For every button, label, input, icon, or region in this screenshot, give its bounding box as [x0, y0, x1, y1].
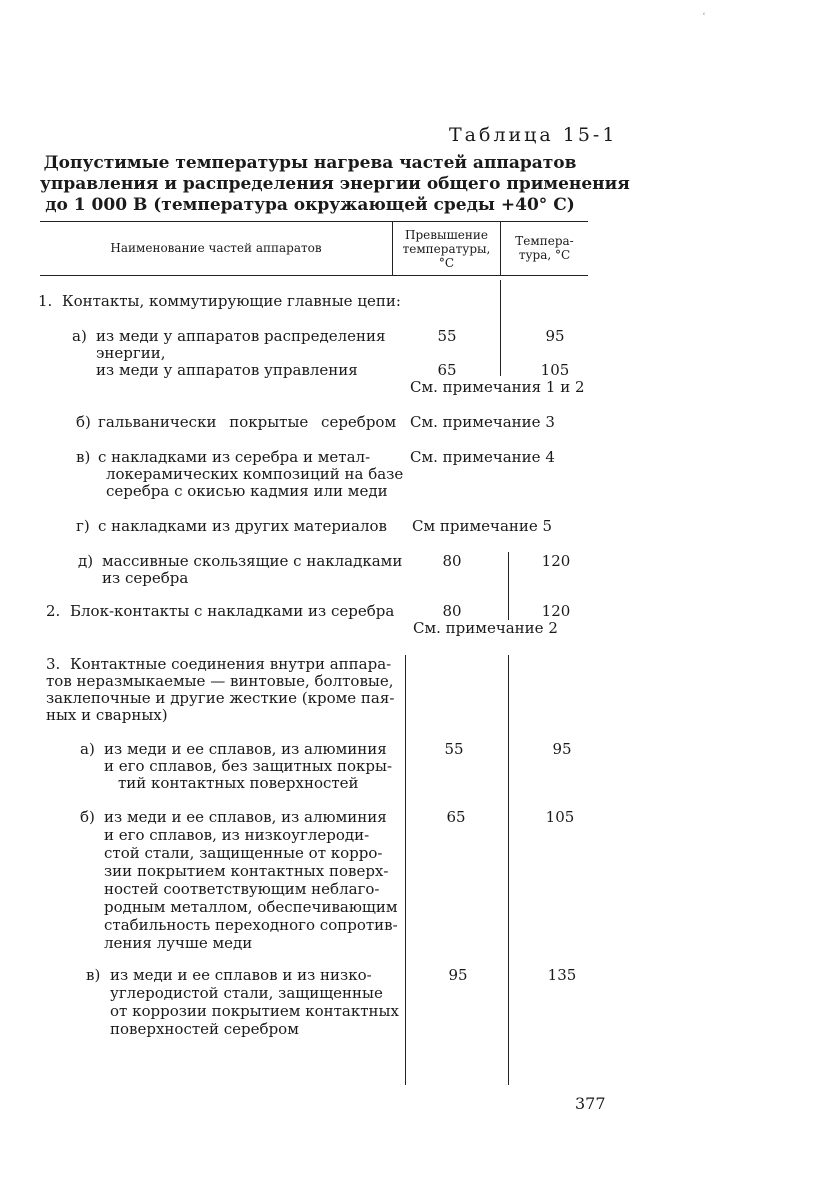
item-1c-text: серебра с окисью кадмия или меди [106, 482, 388, 500]
item-1a-text: из меди у аппаратов распределения [96, 327, 386, 345]
column-separator [500, 280, 501, 376]
temp-rise-value: 65 [437, 361, 457, 379]
temp-rise-value: 55 [444, 740, 464, 758]
item-1e-text: из серебра [102, 569, 189, 587]
item-3a-text: тий контактных поверхностей [118, 774, 359, 792]
item-1-text: Контакты, коммутирующие главные цепи: [62, 292, 401, 310]
item-1a-text: из меди у аппаратов управления [96, 361, 358, 379]
temperature-value: 95 [545, 327, 565, 345]
note-text: См примечание 5 [412, 517, 553, 535]
item-label: в) [86, 966, 101, 984]
temp-rise-value: 95 [448, 966, 468, 984]
item-3c-text: поверхностей серебром [110, 1020, 299, 1038]
item-label: б) [76, 413, 91, 431]
column-separator [508, 655, 509, 1085]
item-1c-text: с накладками из серебра и метал- [98, 448, 371, 466]
item-3c-text: из меди и ее сплавов и из низко- [110, 966, 372, 984]
item-1b-text: гальванически покрытые серебром [98, 413, 397, 431]
temperature-value: 120 [541, 602, 571, 620]
item-2-text: Блок-контакты с накладками из серебра [70, 602, 395, 620]
note-text: См. примечание 4 [410, 448, 555, 466]
temp-rise-value: 80 [442, 552, 462, 570]
item-label: в) [76, 448, 91, 466]
item-1c-text: локерамических композиций на базе [106, 465, 404, 483]
item-3-text: заклепочные и другие жесткие (кроме пая- [46, 689, 395, 707]
table-top-rule [40, 221, 588, 222]
title-line: управления и распределения энергии общего применения [40, 174, 630, 194]
note-text: См. примечание 3 [410, 413, 555, 431]
column-separator [508, 552, 509, 620]
item-3b-text: зии покрытием контактных поверх- [104, 862, 389, 880]
item-3b-text: стой стали, защищенные от корро- [104, 844, 383, 862]
item-3b-text: стабильность переходного сопротив- [104, 916, 398, 934]
table-title [40, 153, 630, 216]
item-3-text: тов неразмыкаемые — винтовые, болтовые, [46, 672, 394, 690]
column-separator-left [405, 655, 406, 1085]
item-label: а) [72, 327, 87, 345]
item-3-text: Контактные соединения внутри аппара- [70, 655, 392, 673]
item-number: 3. [46, 655, 61, 673]
item-label: а) [80, 740, 95, 758]
temp-rise-value: 65 [446, 808, 466, 826]
temperature-value: 105 [545, 808, 575, 826]
temp-rise-value: 55 [437, 327, 457, 345]
temperature-value: 105 [540, 361, 570, 379]
item-1a-text: энергии, [96, 344, 166, 362]
item-number: 1. [38, 292, 53, 310]
item-3c-text: от коррозии покрытием контактных [110, 1002, 399, 1020]
item-label: г) [76, 517, 90, 535]
item-3b-text: ления лучше меди [104, 934, 253, 952]
item-1e-text: массивные скользящие с накладками [102, 552, 403, 570]
scan-speck: ʿ [703, 12, 706, 21]
header-part-name: Наименование частей аппаратов [110, 241, 322, 255]
header-temperature: Темпера- тура, °С [515, 234, 574, 262]
item-3a-text: из меди и ее сплавов, из алюминия [104, 740, 387, 758]
item-label: б) [80, 808, 95, 826]
item-3c-text: углеродистой стали, защищенные [110, 984, 383, 1002]
title-line: Допустимые температуры нагрева частей аппаратов [43, 153, 577, 173]
item-3b-text: ностей соответствующим неблаго- [104, 880, 380, 898]
header-bottom-rule [40, 275, 588, 276]
temperature-value: 120 [541, 552, 571, 570]
page-number: 377 [575, 1094, 606, 1113]
temperature-value: 135 [547, 966, 577, 984]
item-3-text: ных и сварных) [46, 706, 168, 724]
table-number: Таблица 15-1 [449, 124, 618, 146]
item-1d-text: с накладками из других материалов [98, 517, 387, 535]
item-number: 2. [46, 602, 61, 620]
item-3b-text: и его сплавов, из низкоуглероди- [104, 826, 370, 844]
header-temp-rise: Превышение температуры, °С [402, 228, 491, 270]
item-3b-text: родным металлом, обеспечивающим [104, 898, 398, 916]
title-line: до 1 000 В (температура окружающей среды +40° С) [45, 195, 575, 215]
temp-rise-value: 80 [442, 602, 462, 620]
note-text: См. примечание 2 [413, 619, 558, 637]
temperature-value: 95 [552, 740, 572, 758]
item-label: д) [78, 552, 94, 570]
item-3a-text: и его сплавов, без защитных покры- [104, 757, 393, 775]
item-3b-text: из меди и ее сплавов, из алюминия [104, 808, 387, 826]
note-text: См. примечания 1 и 2 [410, 378, 585, 396]
